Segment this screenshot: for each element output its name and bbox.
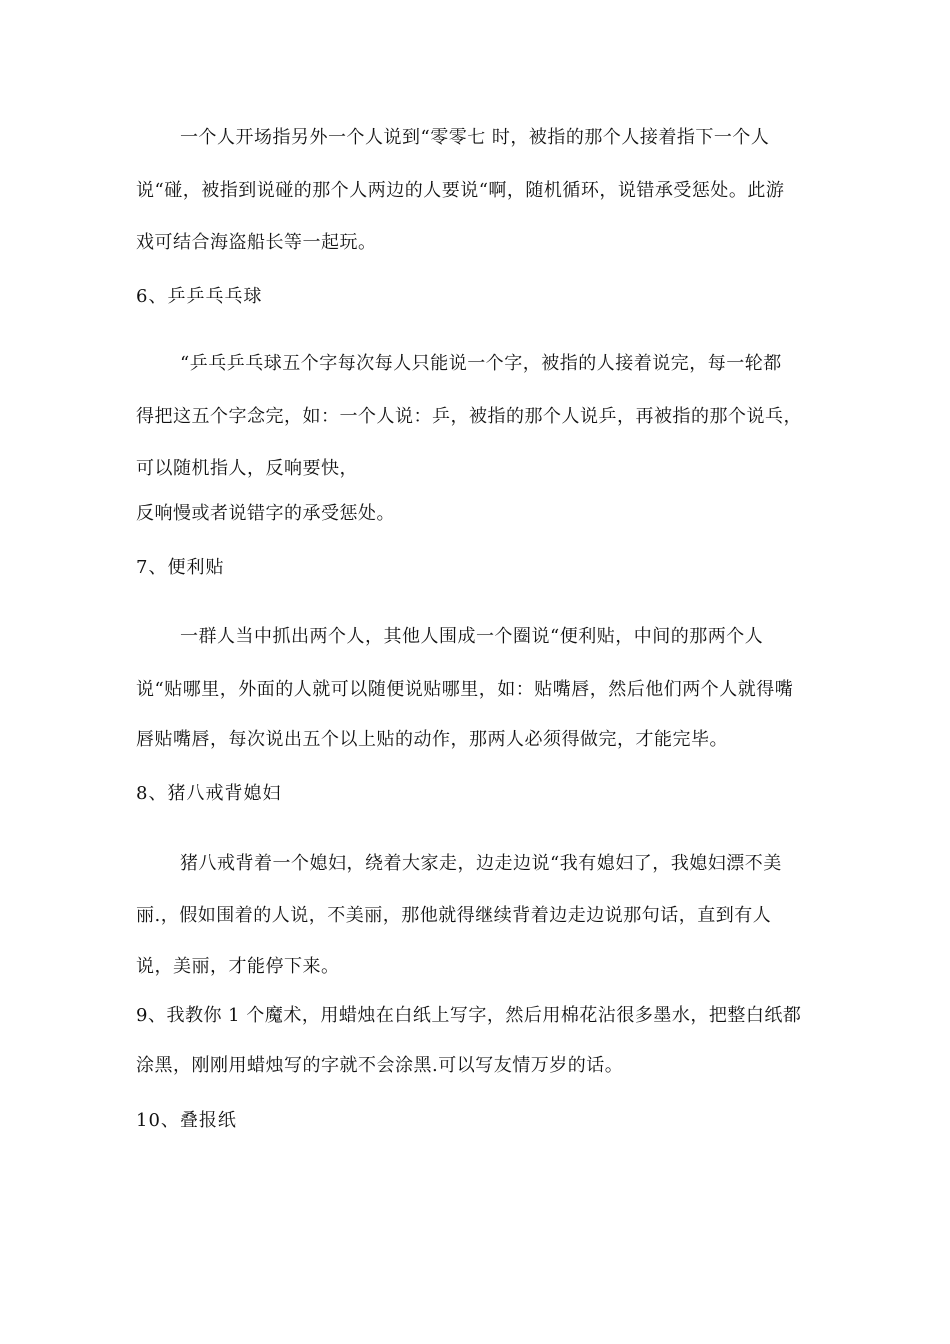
section-heading-6: 6、乒乒乓乓球 [136,286,263,307]
paragraph-line: 说“碰，被指到说碰的那个人两边的人要说“啊，随机循环，说错承受惩处。此游 [136,180,785,201]
paragraph-line: 唇贴嘴唇，每次说出五个以上贴的动作，那两人必须得做完，才能完毕。 [136,729,728,750]
paragraph-line: 得把这五个字念完，如：一个人说：乒，被指的那个人说乒，再被指的那个说乓， [136,406,802,427]
paragraph-line: 9、我教你 1 个魔术，用蜡烛在白纸上写字，然后用棉花沾很多墨水，把整白纸都 [136,1005,802,1026]
section-heading-8: 8、猪八戒背媳妇 [136,783,282,804]
paragraph-line: 说“贴哪里，外面的人就可以随便说贴哪里，如：贴嘴唇，然后他们两个人就得嘴 [136,679,794,700]
paragraph-line: 涂黑，刚刚用蜡烛写的字就不会涂黑.可以写友情万岁的话。 [136,1055,624,1076]
paragraph-line: 猪八戒背着一个媳妇，绕着大家走，边走边说“我有媳妇了，我媳妇漂不美 [180,853,782,874]
paragraph-line: 戏可结合海盗船长等一起玩。 [136,232,377,253]
paragraph-line: 一个人开场指另外一个人说到“零零七 时，被指的那个人接着指下一个人 [180,127,770,148]
paragraph-line: 反响慢或者说错字的承受惩处。 [136,503,395,524]
paragraph-line: 说，美丽，才能停下来。 [136,956,340,977]
section-heading-10: 10、叠报纸 [136,1110,237,1131]
paragraph-line: “乒乓乒乓球五个字每次每人只能说一个字，被指的人接着说完，每一轮都 [180,353,782,374]
paragraph-line: 一群人当中抓出两个人，其他人围成一个圈说“便利贴，中间的那两个人 [180,626,764,647]
paragraph-line: 可以随机指人，反响要快， [136,458,358,479]
section-heading-7: 7、便利贴 [136,557,225,578]
paragraph-line: 丽.，假如围着的人说，不美丽，那他就得继续背着边走边说那句话，直到有人 [136,905,772,926]
